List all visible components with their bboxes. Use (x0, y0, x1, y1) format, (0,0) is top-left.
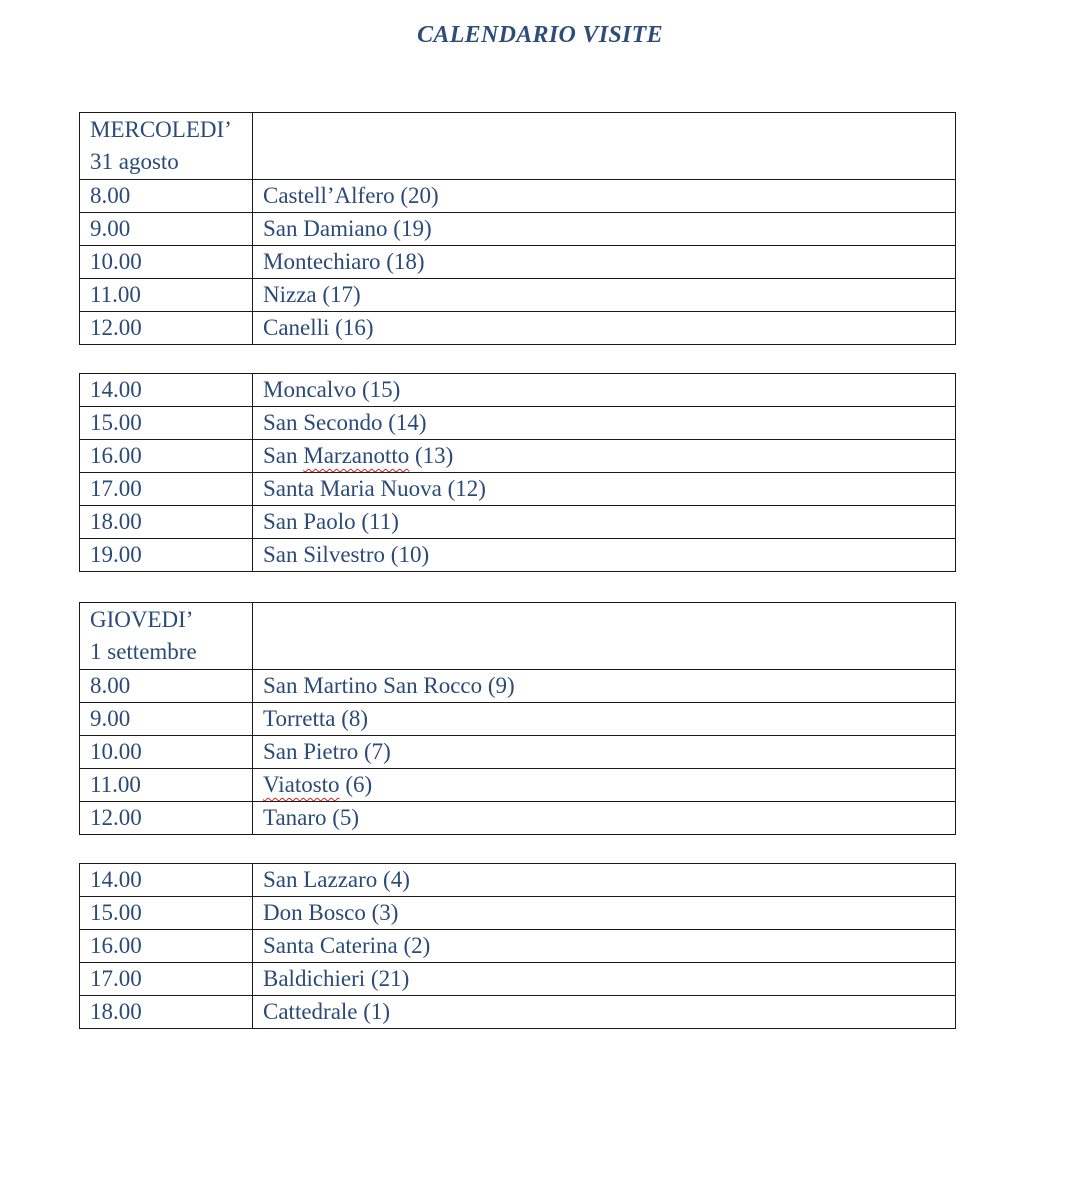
place-cell: Nizza (17) (253, 279, 956, 312)
place-cell: Moncalvo (15) (253, 374, 956, 407)
table-row (80, 180, 956, 213)
place-cell: Torretta (8) (253, 703, 956, 736)
time-cell: 18.00 (80, 506, 253, 539)
table-row (80, 440, 956, 473)
time-cell: 11.00 (80, 769, 253, 802)
time-cell: 16.00 (80, 440, 253, 473)
place-text: (13) (409, 443, 454, 468)
place-cell: Don Bosco (3) (253, 897, 956, 930)
time-cell: 11.00 (80, 279, 253, 312)
header-empty-cell (253, 113, 956, 180)
time-cell: 10.00 (80, 736, 253, 769)
place-cell: Santa Maria Nuova (12) (253, 473, 956, 506)
spellcheck-flagged-word: Marzanotto (303, 443, 410, 468)
table-row (80, 312, 956, 345)
day-date: 31 agosto (90, 149, 179, 174)
place-text: San (263, 443, 304, 468)
table-header-row (80, 113, 956, 180)
table-row (80, 506, 956, 539)
time-cell: 17.00 (80, 473, 253, 506)
table-row (80, 670, 956, 703)
schedule-table-wednesday-morning (79, 112, 956, 345)
table-row (80, 374, 956, 407)
day-name: GIOVEDI’ (90, 607, 194, 632)
place-cell: San Secondo (14) (253, 407, 956, 440)
time-cell: 19.00 (80, 539, 253, 572)
schedule-table-thursday-morning (79, 602, 956, 835)
place-text: (6) (339, 772, 373, 797)
place-cell: Santa Caterina (2) (253, 930, 956, 963)
place-cell: Montechiaro (18) (253, 246, 956, 279)
time-cell: 14.00 (80, 864, 253, 897)
time-cell: 14.00 (80, 374, 253, 407)
schedule-table-thursday-afternoon (79, 863, 956, 1029)
day-header (80, 603, 253, 670)
place-cell: San Damiano (19) (253, 213, 956, 246)
place-cell (253, 440, 956, 473)
day-name: MERCOLEDI’ (90, 117, 232, 142)
spellcheck-flagged-word: Viatosto (263, 772, 340, 797)
time-cell: 12.00 (80, 312, 253, 345)
place-cell: Canelli (16) (253, 312, 956, 345)
table-row (80, 930, 956, 963)
table-row (80, 473, 956, 506)
schedule-table-wednesday-afternoon (79, 373, 956, 572)
time-cell: 12.00 (80, 802, 253, 835)
time-cell: 10.00 (80, 246, 253, 279)
header-empty-cell (253, 603, 956, 670)
time-cell: 8.00 (80, 670, 253, 703)
table-header-row (80, 603, 956, 670)
place-cell: San Martino San Rocco (9) (253, 670, 956, 703)
table-row (80, 963, 956, 996)
time-cell: 16.00 (80, 930, 253, 963)
table-row (80, 246, 956, 279)
time-cell: 18.00 (80, 996, 253, 1029)
place-cell: San Pietro (7) (253, 736, 956, 769)
place-cell: Castell’Alfero (20) (253, 180, 956, 213)
time-cell: 9.00 (80, 703, 253, 736)
table-row (80, 736, 956, 769)
day-header (80, 113, 253, 180)
table-row (80, 703, 956, 736)
place-cell: Baldichieri (21) (253, 963, 956, 996)
time-cell: 8.00 (80, 180, 253, 213)
page-title: CALENDARIO VISITE (417, 22, 663, 48)
place-cell: San Silvestro (10) (253, 539, 956, 572)
place-cell: Tanaro (5) (253, 802, 956, 835)
table-row (80, 897, 956, 930)
table-row (80, 864, 956, 897)
place-cell: San Lazzaro (4) (253, 864, 956, 897)
table-row (80, 539, 956, 572)
time-cell: 17.00 (80, 963, 253, 996)
table-row (80, 213, 956, 246)
time-cell: 9.00 (80, 213, 253, 246)
table-row (80, 802, 956, 835)
table-row (80, 407, 956, 440)
table-row (80, 279, 956, 312)
place-cell: San Paolo (11) (253, 506, 956, 539)
place-cell: Cattedrale (1) (253, 996, 956, 1029)
day-date: 1 settembre (90, 639, 197, 664)
time-cell: 15.00 (80, 897, 253, 930)
table-row (80, 769, 956, 802)
table-row (80, 996, 956, 1029)
place-cell (253, 769, 956, 802)
time-cell: 15.00 (80, 407, 253, 440)
